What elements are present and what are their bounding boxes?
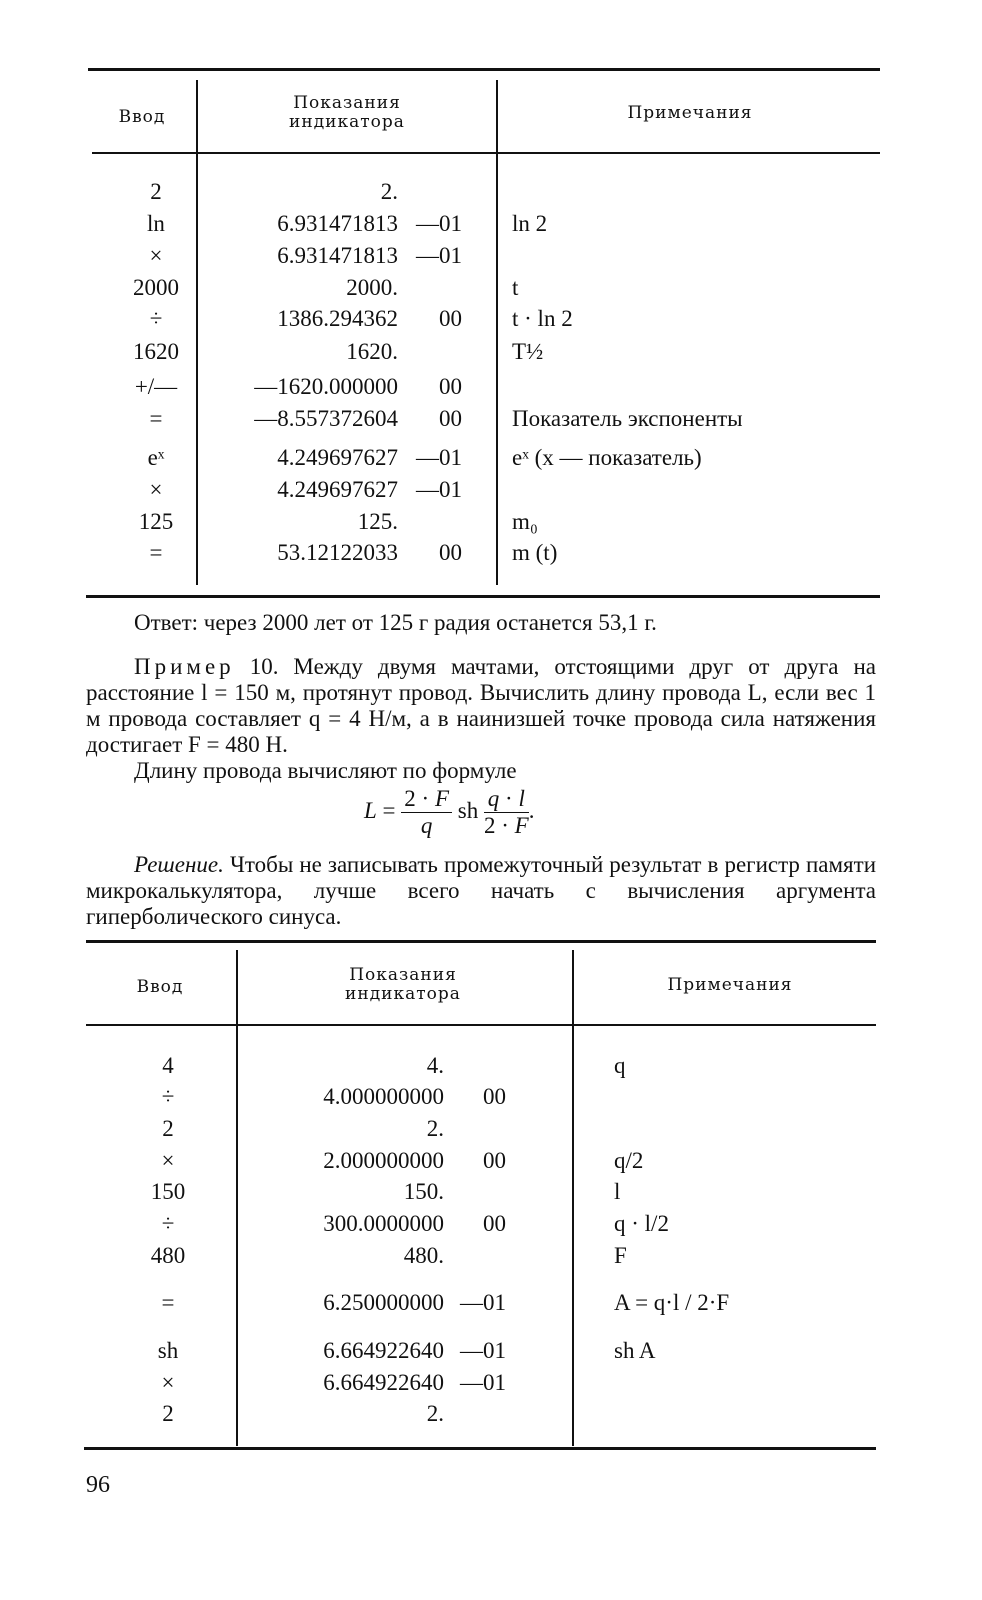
cell-input: 480	[150, 1243, 186, 1268]
table-row	[0, 442, 982, 474]
table-row	[0, 336, 982, 368]
cell-input: ÷	[149, 306, 163, 331]
cell-exponent: 00	[483, 1148, 506, 1173]
table-row	[0, 1176, 982, 1208]
table-1-header-input: Ввод	[118, 107, 166, 127]
cell-note: q · l/2	[614, 1211, 669, 1236]
cell-note: eˣ (x — показатель)	[512, 445, 702, 470]
cell-mantissa: 6.664922640	[323, 1338, 444, 1363]
cell-exponent: —01	[416, 243, 462, 268]
table-1-header-display: Показания индикатора	[289, 93, 405, 132]
cell-mantissa: 6.664922640	[323, 1370, 444, 1395]
cell-note: Показатель экспоненты	[512, 406, 743, 431]
solution-label: Решение.	[134, 852, 224, 877]
table-1-header-notes: Примечания	[627, 103, 753, 123]
cell-exponent: —01	[460, 1338, 506, 1363]
answer-text: Ответ: через 2000 лет от 125 г радия останется 53,1 г.	[134, 610, 657, 635]
table-row	[0, 272, 982, 304]
cell-exponent: —01	[460, 1370, 506, 1395]
table-row	[0, 208, 982, 240]
cell-exponent: —01	[460, 1290, 506, 1315]
cell-note: T½	[512, 339, 544, 364]
table-row	[0, 1287, 982, 1319]
table-2-header-notes: Примечания	[667, 975, 793, 995]
table-row	[0, 1050, 982, 1082]
cell-exponent: 00	[483, 1211, 506, 1236]
page-number: 96	[86, 1472, 110, 1498]
cell-mantissa: 2.	[426, 1116, 444, 1141]
cell-mantissa: 2000.	[346, 275, 398, 300]
cell-input: ÷	[161, 1084, 175, 1109]
answer-line	[86, 610, 876, 636]
cell-note: A = q·l / 2·F	[614, 1290, 730, 1315]
cell-mantissa: 150.	[403, 1179, 444, 1204]
cell-note: ln 2	[512, 211, 548, 236]
table-2-header-input: Ввод	[136, 977, 184, 997]
cell-input: =	[161, 1290, 175, 1315]
cell-mantissa: —1620.000000	[254, 374, 398, 399]
table-row	[0, 1145, 982, 1177]
cell-mantissa: 6.931471813	[277, 243, 398, 268]
table-row	[0, 1208, 982, 1240]
cell-input: 2	[162, 1401, 174, 1426]
cell-input: 2000	[133, 275, 179, 300]
table-row	[0, 1335, 982, 1367]
table-row	[0, 371, 982, 403]
table-2-bottom-rule	[84, 1447, 876, 1450]
cell-input: sh	[157, 1338, 179, 1363]
table-row	[0, 176, 982, 208]
cell-input: ln	[147, 211, 165, 236]
cell-mantissa: 300.0000000	[323, 1211, 444, 1236]
cell-input: 4	[162, 1053, 174, 1078]
cell-input: ×	[149, 477, 163, 502]
cell-exponent: 00	[439, 374, 462, 399]
table-row	[0, 1367, 982, 1399]
table-row	[0, 1240, 982, 1272]
cell-exponent: —01	[416, 445, 462, 470]
cell-mantissa: 53.12122033	[277, 540, 398, 565]
cell-note: t · ln 2	[512, 306, 573, 331]
table-row	[0, 537, 982, 569]
cell-mantissa: 2.	[426, 1401, 444, 1426]
table-2-top-rule	[86, 940, 876, 943]
cell-mantissa: —8.557372604	[254, 406, 398, 431]
cell-input: 150	[150, 1179, 186, 1204]
table-row	[0, 240, 982, 272]
cell-mantissa: 4.249697627	[277, 445, 398, 470]
cell-mantissa: 4.249697627	[277, 477, 398, 502]
cell-mantissa: 480.	[403, 1243, 444, 1268]
cell-input: =	[149, 540, 163, 565]
cell-mantissa: 2.	[380, 179, 398, 204]
cell-exponent: 00	[483, 1084, 506, 1109]
cell-input: ×	[161, 1148, 175, 1173]
cell-exponent: —01	[416, 477, 462, 502]
table-1-top-rule	[88, 68, 880, 71]
solution-text: Чтобы не записывать промежуточный результат в регистр памяти микрокалькулятора, лучше всего начать с вычисления аргумента гиперболического синуса.	[86, 852, 877, 929]
cell-mantissa: 1386.294362	[277, 306, 398, 331]
cell-input: eˣ	[147, 445, 165, 470]
table-row	[0, 474, 982, 506]
formula: L = $\frac{2 \cdot F}{q}$ sh $\frac{q \cdot l}{2 \cdot F}$ .	[364, 786, 535, 838]
cell-note: t	[512, 275, 519, 300]
cell-input: ×	[149, 243, 163, 268]
table-1-header-rule	[92, 152, 880, 154]
cell-note: q/2	[614, 1148, 644, 1173]
cell-note: l	[614, 1179, 621, 1204]
cell-note: sh A	[614, 1338, 656, 1363]
formula-intro: Длину провода вычисляют по формуле	[134, 758, 517, 783]
example-text: 10. Между двумя мачтами, отстоящими друг от друга на расстояние l = 150 м, протянут провод. Вычислить длину провода L, если вес 1 м провода составляет q = 4 Н/м, а в наинизшей точке провода сила натяжения достигает F = 480 Н.	[86, 654, 877, 757]
cell-mantissa: 6.931471813	[277, 211, 398, 236]
cell-note: F	[614, 1243, 627, 1268]
table-row	[0, 1081, 982, 1113]
table-row	[0, 1113, 982, 1145]
cell-mantissa: 4.	[426, 1053, 444, 1078]
table-2-header-rule	[86, 1024, 876, 1026]
cell-input: 2	[162, 1116, 174, 1141]
cell-mantissa: 6.250000000	[323, 1290, 444, 1315]
cell-input: 1620	[133, 339, 179, 364]
cell-exponent: 00	[439, 306, 462, 331]
table-1-bottom-rule	[86, 595, 880, 598]
table-row	[0, 303, 982, 335]
example-paragraph	[86, 654, 876, 784]
cell-input: 2	[150, 179, 162, 204]
cell-note: m₀	[512, 509, 538, 534]
cell-mantissa: 1620.	[346, 339, 398, 364]
cell-input: +/—	[134, 374, 178, 399]
cell-note: m (t)	[512, 540, 558, 565]
cell-exponent: 00	[439, 406, 462, 431]
cell-note: q	[614, 1053, 626, 1078]
table-row	[0, 1398, 982, 1430]
cell-input: ×	[161, 1370, 175, 1395]
example-label: Пример	[134, 654, 235, 679]
cell-exponent: —01	[416, 211, 462, 236]
cell-exponent: 00	[439, 540, 462, 565]
cell-mantissa: 2.000000000	[323, 1148, 444, 1173]
cell-input: ÷	[161, 1211, 175, 1236]
solution-paragraph	[86, 852, 876, 930]
cell-input: =	[149, 406, 163, 431]
cell-mantissa: 125.	[357, 509, 398, 534]
table-row	[0, 403, 982, 435]
table-row	[0, 506, 982, 538]
table-2-header-display: Показания индикатора	[345, 965, 461, 1004]
cell-mantissa: 4.000000000	[323, 1084, 444, 1109]
cell-input: 125	[138, 509, 174, 534]
